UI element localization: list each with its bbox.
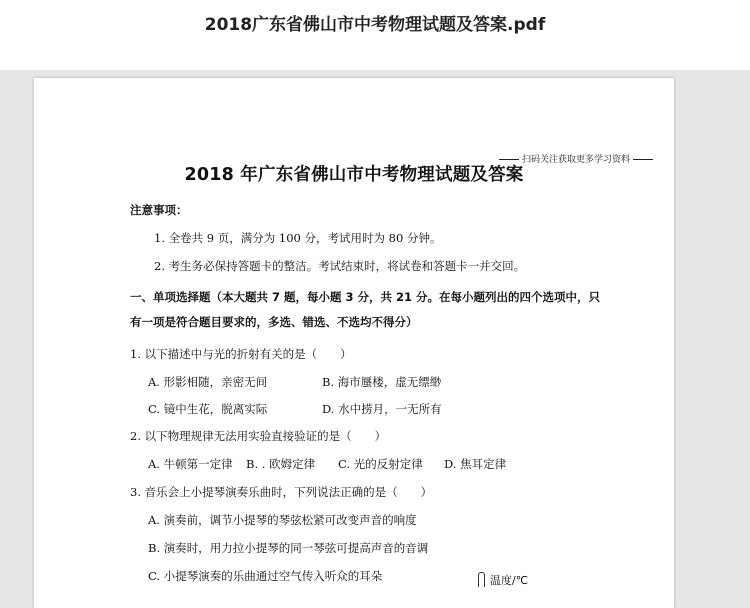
question-2-option-c: C. 光的反射定律 <box>338 457 423 471</box>
question-3-option-a: A. 演奏前，调节小提琴的琴弦松紧可改变声音的响度 <box>148 513 417 527</box>
question-2-option-a: A. 牛顿第一定律 <box>148 457 233 471</box>
axis-arrow-icon <box>478 572 485 587</box>
question-3-option-b: B. 演奏时，用力拉小提琴的同一琴弦可提高声音的音调 <box>148 541 429 555</box>
notice-heading: 注意事项： <box>130 203 188 217</box>
question-3-option-c: C. 小提琴演奏的乐曲通过空气传入听众的耳朵 <box>148 569 383 583</box>
question-1-stem: 1. 以下描述中与光的折射有关的是（ ） <box>130 347 352 361</box>
question-1-option-d: D. 水中捞月，一无所有 <box>322 402 442 416</box>
section-heading-line2: 有一项是符合题目要求的，多选、错选、不选均不得分） <box>130 315 418 329</box>
question-1-option-c: C. 镜中生花，脱离实际 <box>148 402 268 416</box>
question-1-option-b: B. 海市蜃楼，虚无缥缈 <box>322 375 442 389</box>
notice-item-2: 2. 考生务必保持答题卡的整洁。考试结束时，将试卷和答题卡一并交回。 <box>154 259 526 273</box>
dash-left <box>499 159 519 160</box>
figure-axis-label: 温度/℃ <box>490 574 529 587</box>
file-title: 2018广东省佛山市中考物理试题及答案.pdf <box>204 15 546 35</box>
question-1-option-a: A. 形影相随，亲密无间 <box>148 375 268 389</box>
section-heading-line1: 一、单项选择题（本大题共 7 题，每小题 3 分，共 21 分。在每小题列出的四个选项中，只 <box>130 290 601 304</box>
dash-right <box>633 159 653 160</box>
pdf-page <box>34 78 674 608</box>
question-2-option-b: B. . 欧姆定律 <box>246 457 316 471</box>
document-title: 2018 年广东省佛山市中考物理试题及答案 <box>184 165 524 185</box>
question-2-option-d: D. 焦耳定律 <box>444 457 507 471</box>
question-2-stem: 2. 以下物理规律无法用实验直接验证的是（ ） <box>130 429 387 443</box>
viewer-header <box>0 0 750 70</box>
side-note-text: 扫码关注获取更多学习资料 <box>521 155 630 165</box>
question-3-stem: 3. 音乐会上小提琴演奏乐曲时，下列说法正确的是（ ） <box>130 485 433 499</box>
notice-item-1: 1. 全卷共 9 页，满分为 100 分，考试用时为 80 分钟。 <box>154 231 442 245</box>
